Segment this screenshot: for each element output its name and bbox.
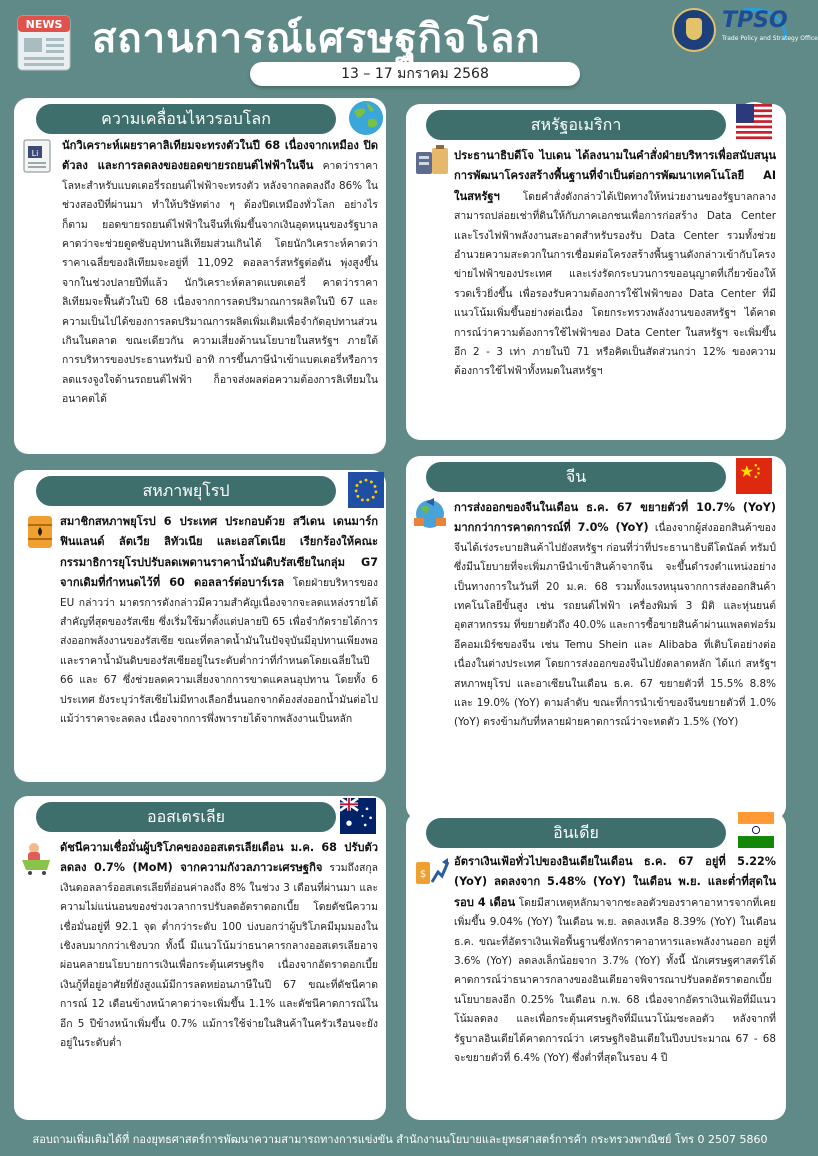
ministry-seal-logo <box>672 8 716 52</box>
page-title: สถานการณ์เศรษฐกิจโลก <box>92 16 541 62</box>
eu-flag-icon <box>346 470 386 510</box>
svg-text:Li: Li <box>31 149 39 158</box>
inflation-chart-icon <box>414 852 450 888</box>
panel-body-india <box>454 852 776 1116</box>
panel-title-australia: ออสเตรเลีย <box>36 802 336 832</box>
headline-australia: ดัชนีความเชื่อมั่นผู้บริโภคของออสเตรเลียเดือน ม.ค. 68 ปรับตัวลดลง 0.7% (MoM) จากความกังวลภาวะเศรษฐกิจ <box>60 841 378 875</box>
panel-eu <box>14 470 386 782</box>
battery-document-icon <box>20 138 56 174</box>
oil-barrel-icon <box>22 514 58 550</box>
us-flag-icon <box>734 102 774 142</box>
headline-india: อัตราเงินเฟ้อทั่วไปของอินเดียในเดือน ธ.ค. 67 อยู่ที่ 5.22% (YoY) ลดลงจาก 5.48% (YoY) ในเดือน พ.ย. และต่ำที่สุดในรอบ 4 เดือน <box>454 855 776 909</box>
text-india: โดยมีสาเหตุหลักมาจากชะลอตัวของราคาอาหารจากที่เคยเพิ่มขึ้น 9.04% (YoY) ในเดือน พ.ย. ลดลงเหลือ 8.39% (YoY) ในเดือน ธ.ค. ขณะที่อัตราเงินเฟ้อพื้นฐานซึ่งหักราคาอาหารและพลังงานออก อยู่ที่ 3.6% (YoY) ลดลงเล็กน้อยจาก 3.7% (YoY) ทั้งนี้ นักเศรษฐศาสตร์ได้คาดการณ์ว่าธนาคารกลางของอินเดียอาจพิจารณาปรับลดอัตราดอกเบี้ยนโยบายลงอีก 0.25% ในเดือน ก.พ. 68 เนื่องจากอัตราเงินเฟ้อที่มีแนวโน้มลดลง และเพื่อกระตุ้นเศรษฐกิจที่มีแนวโน้มชะลอตัว หลังจากที่รัฐบาลอินเดียได้คาดการณ์ว่า เศรษฐกิจอินเดียในปีงบประมาณ 67 - 68 จะขยายตัวที่ 6.4% (YoY) ซึ่งต่ำที่สุดในรอบ 4 ปี <box>454 896 776 1065</box>
header <box>0 0 818 90</box>
newspaper-icon <box>14 12 80 74</box>
panel-usa <box>406 104 786 440</box>
headline-world: นักวิเคราะห์เผยราคาลิเทียมจะทรงตัวในปี 68 เนื่องจากเหมือง ปิดตัวลง และการลดลงของยอดขายรถยนต์ไฟฟ้าในจีน <box>62 139 378 173</box>
panel-title-usa: สหรัฐอเมริกา <box>426 110 726 140</box>
australia-flag-icon <box>338 796 378 836</box>
server-suitcase-icon <box>414 142 450 178</box>
shipping-globe-icon <box>412 496 448 532</box>
headline-eu: สมาชิกสหภาพยุโรป 6 ประเทศ ประกอบด้วย สวีเดน เดนมาร์ก ฟินแลนด์ ลัตเวีย ลิทัวเนีย และเอสโตเนีย เรียกร้องให้คณะกรรมาธิการยุโรปปรับลดเพดานราคาน้ำมันดิบรัสเซียในกลุ่ม G7 จากเดิมที่กำหนดไว้ที่ 60 ดอลลาร์ต่อบาร์เรล <box>60 515 378 590</box>
panel-body-eu <box>60 512 378 778</box>
china-flag-icon <box>734 456 774 496</box>
text-world: คาดว่าราคาโลหะสำหรับแบตเตอรี่รถยนต์ไฟฟ้าจะทรงตัว หลังจากลดลงถึง 86% ในช่วงสองปีที่ผ่านมา ทำให้บริษัทต่าง ๆ ต้องปิดเหมืองทั่วโลก อย่างไรก็ตาม ยอดขายรถยนต์ไฟฟ้าในจีนที่เพิ่มขึ้นจากเงินอุดหนุนของรัฐบาล คาดว่าจะช่วยดูดซับอุปทานลิเทียมส่วนเกินได้ โดยนักวิเคราะห์คาดว่าราคาเฉลี่ยของลิเทียมจะอยู่ที่ 11,092 ดอลลาร์สหรัฐต่อตัน พุ่งสูงขึ้นจากในช่วงปลายปีที่แล้ว นักวิเคราะห์ตลาดแบตเตอรี่ คาดว่าราคาลิเทียมจะฟื้นตัวในปี 68 เนื่องจากการลดปริมาณการผลิตในปี 67 และความเป็นไปได้ของการลดปริมาณการผลิตเพิ่มเติมเพื่อจำกัดอุปทานส่วนเกินในตลาด ขณะเดียวกัน ความเสี่ยงด้านนโยบายในสหรัฐฯ ภายใต้การบริหารของประธานทรัมป์ อาทิ การขึ้นภาษีนำเข้าแบตเตอรี่หรือการลดแรงจูงใจด้านรถยนต์ไฟฟ้า ก็อาจส่งผลต่อความต้องการลิเทียมในอนาคตได้ <box>62 160 378 406</box>
panel-body-usa <box>454 146 776 434</box>
headline-usa: ประธานาธิบดีโจ ไบเดน ได้ลงนามในคำสั่งฝ่ายบริหารเพื่อสนับสนุนการพัฒนาโครงสร้างพื้นฐานที่จำเป็นต่อการพัฒนาเทคโนโลยี AI ในสหรัฐฯ <box>454 149 776 203</box>
panel-body-world <box>62 136 378 448</box>
panel-title-eu: สหภาพยุโรป <box>36 476 336 506</box>
text-eu: โดยฝ่ายบริหารของ EU กล่าวว่า มาตรการดังกล่าวมีความสำคัญเนื่องจากจะลดแหล่งรายได้สำคัญที่สุดของรัสเซีย ซึ่งเริ่มใช้มาตั้งแต่ปลายปี 65 เพื่อจำกัดรายได้การส่งออกพลังงานของรัสเซีย ขณะที่ตลาดน้ำมันในปัจจุบันมีอุปทานเพียงพอและราคาน้ำมันดิบของรัสเซียอยู่ในระดับต่ำกว่าที่กำหนดโดยเฉลี่ยในปี 66 และ 67 ซึ่งช่วยลดความเสี่ยงจากการขาดแคลนอุปทาน โดยทั้ง 6 ประเทศ ยังระบุว่ารัสเซียไม่มีทางเลือกอื่นนอกจากต้องส่งออกน้ำมันต่อไป แม้ว่าราคาจะลดลง เนื่องจากการพึ่งพารายได้จากพลังงานเป็นหลัก <box>60 577 378 726</box>
panel-title-world: ความเคลื่อนไหวรอบโลก <box>36 104 336 134</box>
panel-body-australia <box>60 838 378 1116</box>
panel-world <box>14 98 386 454</box>
panel-title-china: จีน <box>426 462 726 492</box>
text-china: เนื่องจากผู้ส่งออกสินค้าของจีนได้เร่งระบายสินค้าไปยังสหรัฐฯ ก่อนที่ว่าที่ประธานาธิบดีโดนัลด์ ทรัมป์ ซึ่งมีนโยบายที่จะเพิ่มภาษีนำเข้าสินค้าจากจีน จะขึ้นดำรงตำแหน่งอย่างเป็นทางการในวันที่ 20 ม.ค. 68 รวมทั้งแรงหนุนจากการส่งออกสินค้าเทคโนโลยีขั้นสูง เช่น รถยนต์ไฟฟ้า เครื่องพิมพ์ 3 มิติ และหุ่นยนต์อุตสาหกรรม ที่ขยายตัวถึง 40.0% และการซื้อขายสินค้าผ่านแพลตฟอร์มอีคอมเมิร์ซของจีน เช่น Temu Shein และ Alibaba ที่เติบโตอย่างต่อเนื่องในต่างประเทศ โดยการส่งออกของจีนไปยังตลาดหลัก ได้แก่ สหรัฐฯ สหภาพยุโรป และอาเซียนในเดือน ธ.ค. 67 ขยายตัวที่ 15.5% 8.8% และ 19.0% (YoY) ตามลำดับ ขณะที่การนำเข้าของจีนขยายตัวที่ 1.0% (YoY) ตรงข้ามกับที่หลายฝ่ายคาดการณ์ว่าจะหดตัว 1.5% (YoY) <box>454 522 776 729</box>
globe-icon <box>346 98 386 138</box>
tpso-logo: TPSO Trade Policy and Strategy Office <box>722 8 818 42</box>
footer-contact: สอบถามเพิ่มเติมได้ที่ กองยุทธศาสตร์การพัฒนาความสามารถทางการแข่งขัน สำนักงานนโยบายและยุทธศาสตร์การค้า กระทรวงพาณิชย์ โทร 0 2507 5860 <box>32 1133 768 1146</box>
shopping-cart-icon <box>20 840 56 876</box>
text-usa: โดยคำสั่งดังกล่าวได้เปิดทางให้หน่วยงานของรัฐบาลกลางสามารถปล่อยเช่าที่ดินให้กับภาคเอกชนเพื่อการก่อสร้าง Data Center และโรงไฟฟ้าพลังงานสะอาดสำหรับรองรับ Data Center รวมทั้งช่วยอำนวยความสะดวกในการเชื่อมต่อโครงสร้างพื้นฐานดังกล่าวเข้ากับโครงข่ายไฟฟ้าของประเทศ และเร่งรัดกระบวนการขออนุญาตที่เกี่ยวข้องให้รวดเร็วยิ่งขึ้น เพื่อรองรับความต้องการใช้ไฟฟ้าของ Data Center ที่มีแนวโน้มเพิ่มขึ้นอย่างต่อเนื่อง โดยกระทรวงพลังงานของสหรัฐฯ ได้คาดการณ์ว่าความต้องการใช้ไฟฟ้าของ Data Center ในสหรัฐฯ จะเพิ่มขึ้นอีก 2 - 3 เท่า ภายในปี 71 หรือคิดเป็นสัดส่วนกว่า 12% ของความต้องการใช้ไฟฟ้าทั้งหมดในสหรัฐฯ <box>454 190 776 378</box>
panel-title-india: อินเดีย <box>426 818 726 848</box>
india-flag-icon <box>736 810 776 850</box>
text-australia: รวมถึงสกุลเงินดอลลาร์ออสเตรเลียที่อ่อนค่าลงถึง 8% ในช่วง 3 เดือนที่ผ่านมา และความไม่แน่นอนของช่วงเวลาการปรับลดอัตราดอกเบี้ย โดยดัชนีความเชื่อมั่นอยู่ที่ 92.1 จุด ต่ำกว่าระดับ 100 บ่งบอกว่าผู้บริโภคมีมุมมองในเชิงลบมากกว่าเชิงบวก ทั้งนี้ มีแนวโน้มว่าธนาคารกลางออสเตรเลียอาจผ่อนคลายนโยบายการเงินเพื่อกระตุ้นเศรษฐกิจ เนื่องจากอัตราดอกเบี้ยเงินกู้ที่อยู่อาศัยที่ยังสูงแม้มีการลดหย่อนภาษีในปี 67 ขณะที่ดัชนีคาดการณ์ 12 เดือนข้างหน้าคาดว่าจะเพิ่มขึ้น 1.1% และดัชนีคาดการณ์ในอีก 5 ปีข้างหน้าเพิ่มขึ้น 0.7% แม้การใช้จ่ายในสินค้าในครัวเรือนจะยังอยู่ในระดับต่ำ <box>60 862 378 1050</box>
panel-body-china <box>454 498 776 816</box>
panel-australia <box>14 796 386 1120</box>
date-range: 13 – 17 มกราคม 2568 <box>250 62 580 86</box>
panel-china <box>406 456 786 820</box>
panel-india <box>406 812 786 1120</box>
news-label: NEWS <box>25 18 63 31</box>
headline-china: การส่งออกของจีนในเดือน ธ.ค. 67 ขยายตัวที่ 10.7% (YoY) มากกว่าการคาดการณ์ที่ 7.0% (YoY) <box>454 501 776 535</box>
svg-text:$: $ <box>419 869 427 880</box>
